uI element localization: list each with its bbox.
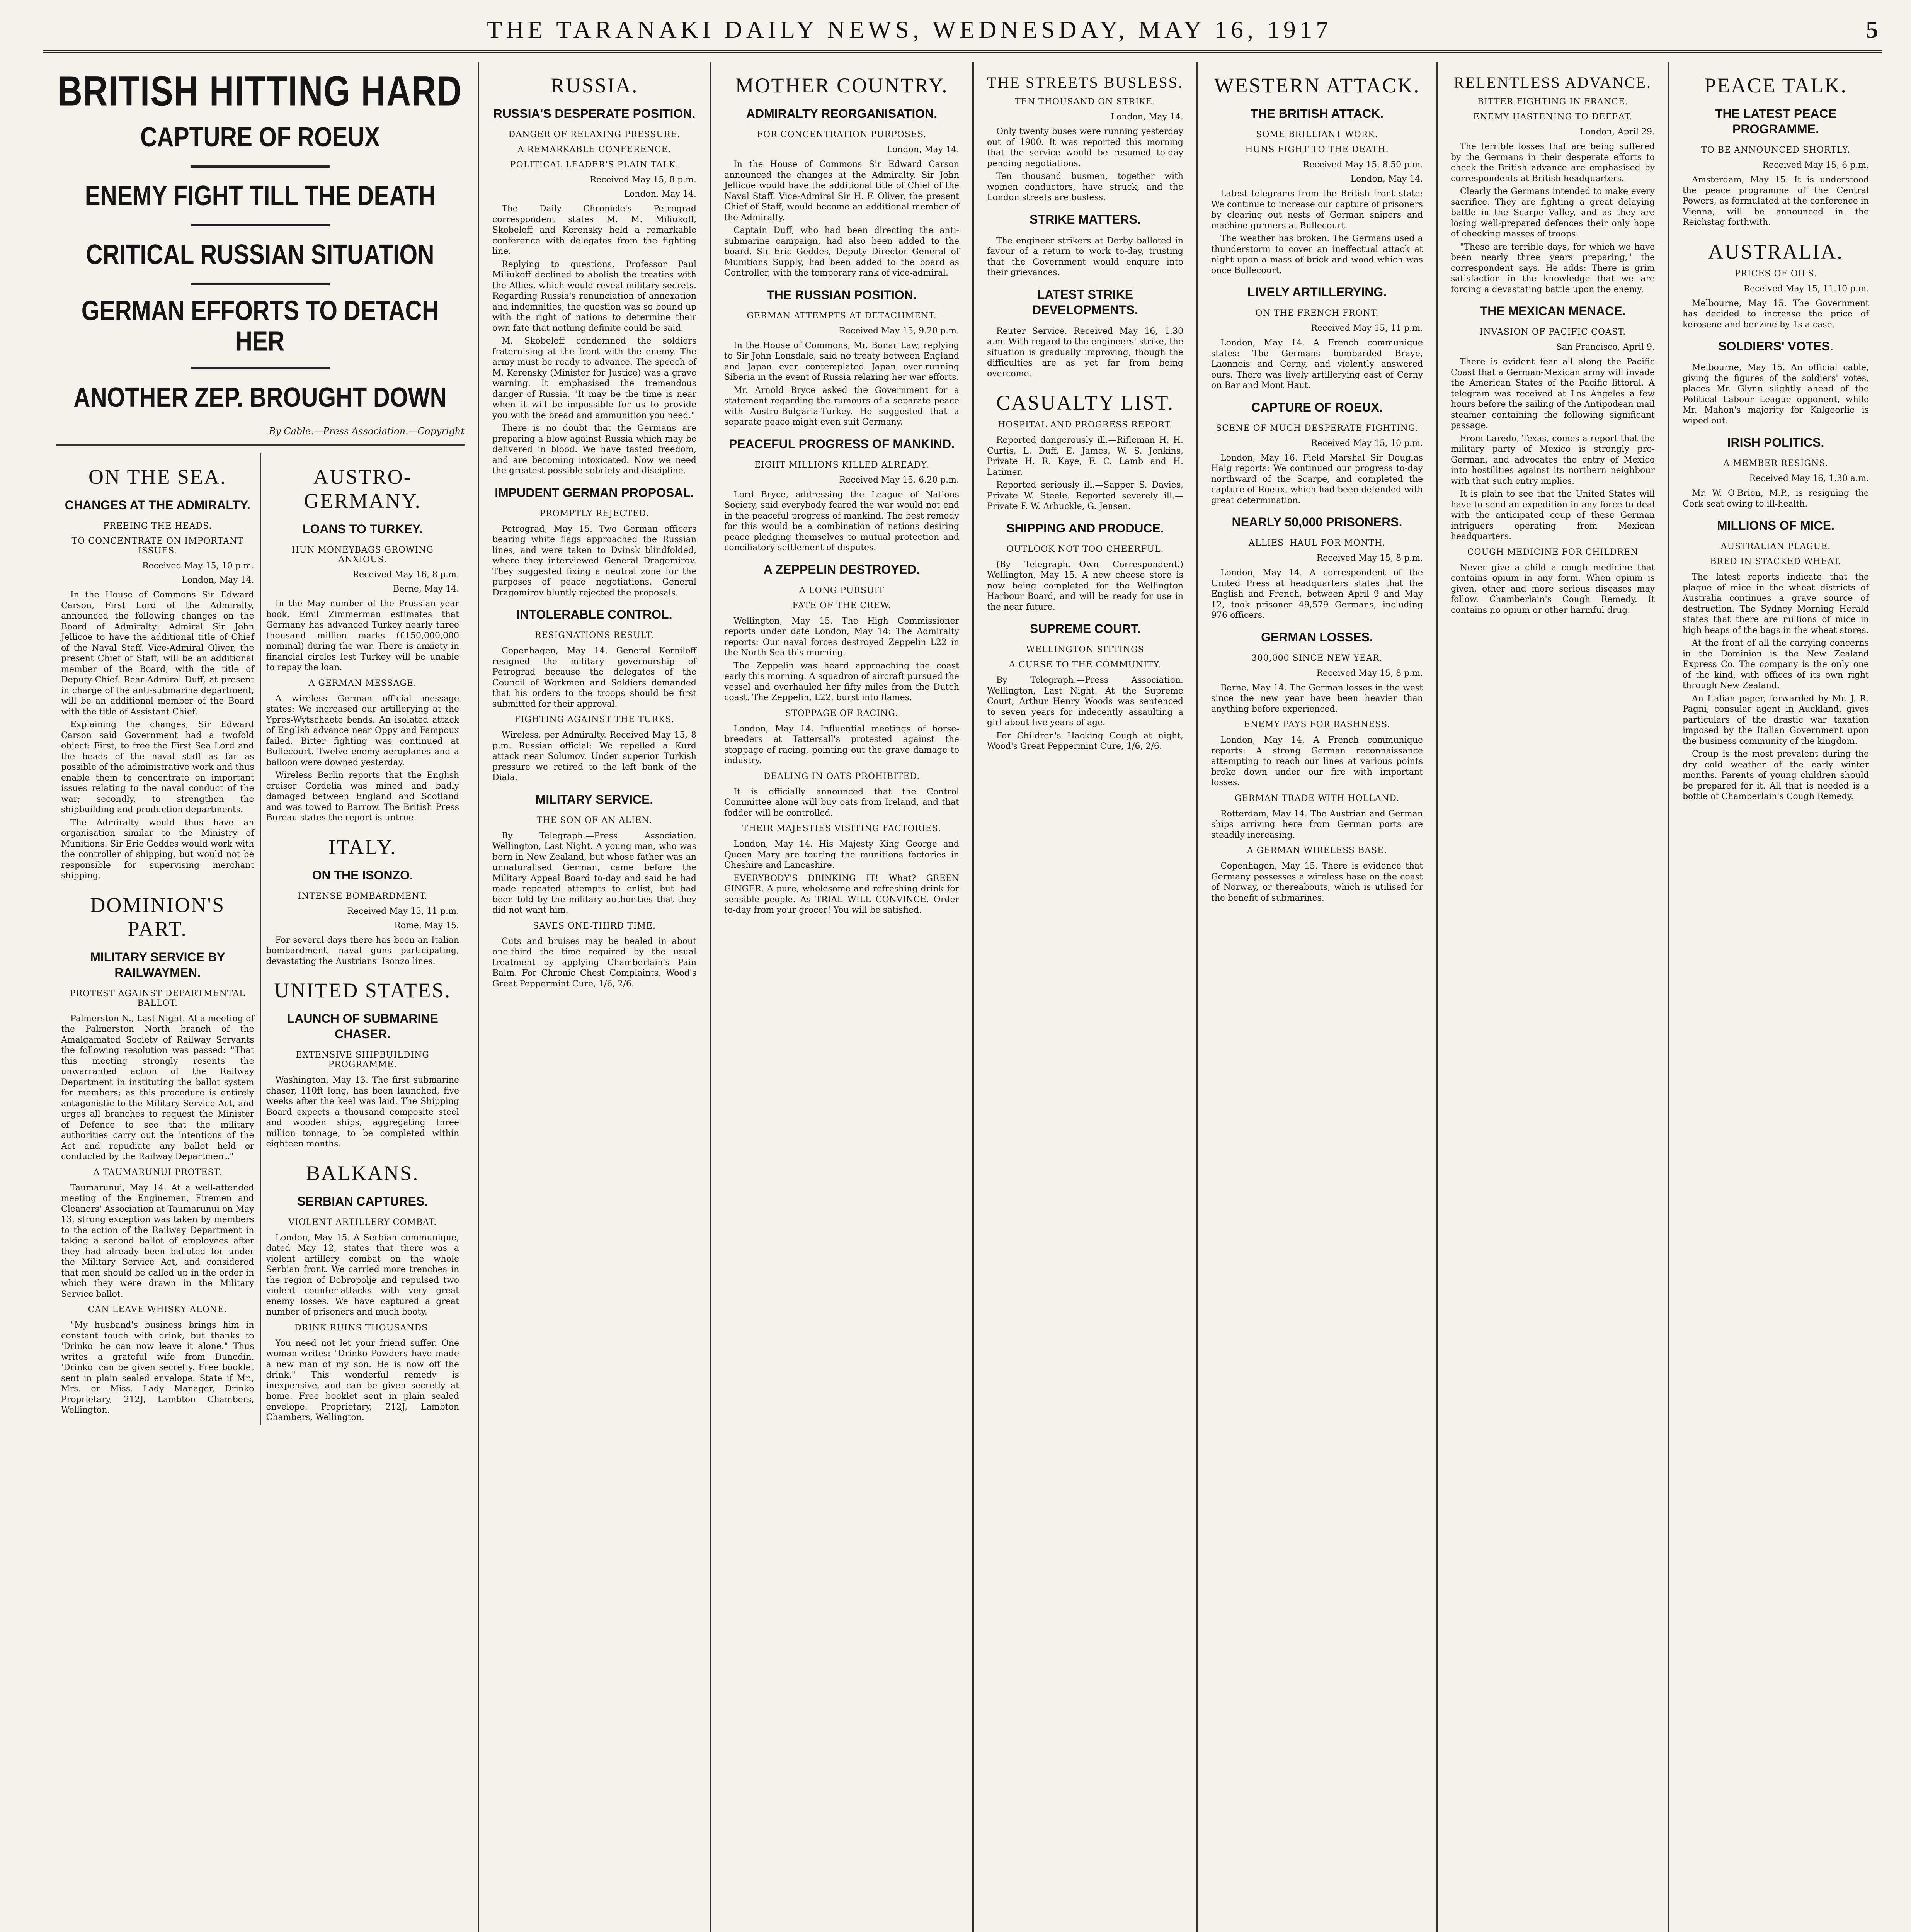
article-subhead: THE SON OF AN ALIEN. xyxy=(536,815,652,825)
article-headline: CHANGES AT THE ADMIRALTY. xyxy=(65,498,250,512)
paragraph: It is plain to see that the United States will have to send an expedition in any force to deal with the anticipated coup of these German intriguers operating from Mexican headquarters. xyxy=(1451,489,1655,541)
article-subhead: HUN MONEYBAGS GROWING ANXIOUS. xyxy=(291,545,434,565)
article-headline: PEACEFUL PROGRESS OF MANKIND. xyxy=(728,437,955,451)
advert-headline: SAVES ONE-THIRD TIME. xyxy=(533,921,656,931)
article-subhead: DANGER OF RELAXING PRESSURE. xyxy=(508,130,681,139)
section-title: AUSTRO-GERMANY. xyxy=(304,465,422,513)
dateline: London, May 14. xyxy=(1111,112,1183,122)
dateline: Received May 16, 1.30 a.m. xyxy=(1749,474,1869,483)
section-title: DOMINION'S PART. xyxy=(90,893,225,940)
article-headline: THE RUSSIAN POSITION. xyxy=(767,287,917,302)
paragraph: Reuter Service. Received May 16, 1.30 a.m. With regard to the engineers' strike, the situation is gradually improving, though the difficulties are as yet far from being overcome. xyxy=(987,326,1183,379)
article-subhead: A TAUMARUNUI PROTEST. xyxy=(93,1167,222,1177)
byline: By Cable.—Press Association.—Copyright xyxy=(269,426,465,437)
article-subhead: TO CONCENTRATE ON IMPORTANT ISSUES. xyxy=(71,536,243,556)
paragraph: In the House of Commons Sir Edward Carson announced the changes at the Admiralty. Sir John Jellicoe would have the additional title of Chief of the Naval Staff. Vice-Admiral Sir H. F. Oliver, the present Chief of Staff, would become an additional member of the Admiralty. xyxy=(724,160,959,223)
article-subhead: ON THE FRENCH FRONT. xyxy=(1255,308,1379,318)
paragraph: In the House of Commons, Mr. Bonar Law, replying to Sir John Lonsdale, said no treaty between England and Japan ever contemplated Japan over-running Siberia in the event of Russia relaxing her war efforts. xyxy=(724,340,959,382)
section-title: RELENTLESS ADVANCE. xyxy=(1454,74,1652,91)
paragraph: London, May 14. A French communique states: The Germans bombarded Braye, Laonnois and Cerny, and violently answered ours. There was lively artillerying east of Cerny on Bar and Mont Haut. xyxy=(1211,338,1423,390)
article-subhead: BRED IN STACKED WHEAT. xyxy=(1710,557,1841,566)
paragraph: Rotterdam, May 14. The Austrian and German ships arriving here from German ports are steadily increasing. xyxy=(1211,809,1423,840)
article-headline: MILITARY SERVICE. xyxy=(535,792,653,806)
article-subhead: POLITICAL LEADER'S PLAIN TALK. xyxy=(510,160,679,170)
lead-subhead: CAPTURE OF ROEUX xyxy=(140,121,380,153)
article-subhead: FREEING THE HEADS. xyxy=(103,521,212,531)
article-subhead: A REMARKABLE CONFERENCE. xyxy=(517,145,671,155)
section-title: ITALY. xyxy=(328,835,397,859)
section-title: RUSSIA. xyxy=(550,74,638,97)
paragraph: Copenhagen, May 15. There is evidence that Germany possesses a wireless base on the coast of Norway, or thereabouts, which is utilised for the benefit of submarines. xyxy=(1211,861,1423,903)
dateline: London, May 14. xyxy=(181,575,254,585)
article-subhead: GERMAN TRADE WITH HOLLAND. xyxy=(1234,793,1400,803)
dateline: London, May 14. xyxy=(1350,174,1423,184)
article-headline: ON THE ISONZO. xyxy=(312,868,413,882)
paragraph: It is officially announced that the Control Committee alone will buy oats from Ireland, and that fodder will be controlled. xyxy=(724,787,959,818)
dateline: Received May 15, 6.20 p.m. xyxy=(839,475,959,485)
paragraph: Only twenty buses were running yesterday out of 1900. It was reported this morning that the service would be resumed to-day pending negotiations. xyxy=(987,127,1183,168)
paragraph: London, May 14. A French communique reports: A strong German reconnaissance attempting to reach our lines at various points broke down under our fire with important losses. xyxy=(1211,735,1423,787)
article-subhead: AUSTRALIAN PLAGUE. xyxy=(1720,542,1831,551)
section-title: THE STREETS BUSLESS. xyxy=(987,74,1183,91)
advert-text: You need not let your friend suffer. One woman writes: "Drinko Powders have made a new man of my son. He is now off the drink." This wonderful remedy is inexpensive, and can be given secretly at home. Free booklet sent in plain sealed envelope. Proprietary, 212J, Lambton Chambers, Wellington. xyxy=(266,1338,459,1423)
article-subhead: STOPPAGE OF RACING. xyxy=(785,708,898,718)
paragraph: Mr. W. O'Brien, M.P., is resigning the Cork seat owing to ill-health. xyxy=(1683,488,1869,509)
article-subhead: FIGHTING AGAINST THE TURKS. xyxy=(514,715,674,724)
article-subhead: WELLINGTON SITTINGS xyxy=(1026,645,1144,655)
advert-text: Never give a child a cough medicine that contains opium in any form. When opium is given, other and more serious diseases may follow. Chamberlain's Cough Remedy. It contains no opium or other harmful drug. xyxy=(1451,563,1655,615)
paragraph: The Daily Chronicle's Petrograd correspondent states M. M. Miliukoff, Skobeleff and Kerensky held a remarkable conference with delegates from the fighting line. xyxy=(492,204,696,256)
article-subhead: ENEMY HASTENING TO DEFEAT. xyxy=(1473,112,1632,122)
article-subhead: EIGHT MILLIONS KILLED ALREADY. xyxy=(754,460,929,470)
paragraph: The terrible losses that are being suffered by the Germans in their desperate efforts to check the British advance are emphasised by correspondents at British headquarters. xyxy=(1451,142,1655,184)
lead-left xyxy=(56,453,261,1425)
column-mother-country xyxy=(711,62,974,1932)
dateline: Received May 15, 10 p.m. xyxy=(142,561,254,571)
advert-text: "My husband's business brings him in constant touch with drink, but thanks to 'Drinko' he can now leave it alone." Thus writes a grateful wife from Dunedin. 'Drinko' can be given secretly. Free booklet sent in plain sealed envelope. State if Mr., Mrs. or Miss. Lady Manager, Drinko Proprietary, 212J, Lambton Chambers, Wellington. xyxy=(61,1320,254,1415)
paragraph: Clearly the Germans intended to make every sacrifice. They are fighting a great delaying battle in the Scarpe Valley, and as they are losing well-prepared defences their only hope of checking masses of troops. xyxy=(1451,187,1655,239)
paragraph: Captain Duff, who had been directing the anti-submarine campaign, had also been added to the board. Sir Eric Geddes, Deputy Director General of Munitions Supply, had been added to the board as Controller, with the temporary rank of vice-admiral. xyxy=(724,226,959,278)
paragraph: By Telegraph.—Press Association. Wellington, Last Night. A young man, who was born in New Zealand, but whose father was an unnaturalised German, came before the Military Appeal Board to-day and said he had made repeated attempts to enlist, but had been told by the military authorities that they did not want him. xyxy=(492,831,696,915)
paragraph: Palmerston N., Last Night. At a meeting of the Palmerston North branch of the Amalgamated Society of Railway Servants the following resolution was passed: "That this meeting strongly resents the unwarranted action of the Railway Department in instituting the ballot system for members; as this procedure is entirely antagonistic to the Military Service Act, and urges all branches to request the Minister of Defence to see that the military authorities carry out the intentions of the Act and repudiate any ballot held or conducted by the Railway Department." xyxy=(61,1014,254,1162)
paragraph: London, May 14. His Majesty King George and Queen Mary are touring the munitions factories in Cheshire and Lancashire. xyxy=(724,839,959,870)
column-russia xyxy=(479,62,711,1932)
paragraph: At the front of all the carrying concerns in the Dominion is the New Zealand Express Co. The company is the only one of the kind, with offices of its own right through New Zealand. xyxy=(1683,638,1869,690)
paragraph: Wellington, May 15. The High Commissioner reports under date London, May 14: The Admiralty reports: Our naval forces destroyed Zeppelin L22 in the North Sea this morning. xyxy=(724,616,959,658)
paragraph: Melbourne, May 15. An official cable, giving the figures of the soldiers' votes, places Mr. Glynn slightly ahead of the Political Labour League opponent, while Mr. Mahon's majority for Kalgoorlie is wiped out. xyxy=(1683,363,1869,426)
paragraph: Latest telegrams from the British front state: We continue to increase our capture of prisoners by clearing out nests of German snipers and machine-gunners at Bullecourt. xyxy=(1211,189,1423,231)
paragraph: Melbourne, May 15. The Government has decided to increase the price of kerosene and benzine by 1s a case. xyxy=(1683,298,1869,330)
masthead xyxy=(43,15,1882,53)
dateline: Received May 15, 8.50 p.m. xyxy=(1303,160,1423,170)
paragraph: Mr. Arnold Bryce asked the Government for a statement regarding the rumours of a separate peace with Austro-Bulgaria-Turkey. He suggested that a separate peace might even suit Germany. xyxy=(724,385,959,427)
lead-subhead: CRITICAL RUSSIAN SITUATION xyxy=(86,239,434,270)
article-headline: THE BRITISH ATTACK. xyxy=(1250,107,1384,121)
page-number: 5 xyxy=(1866,16,1882,43)
dateline: Received May 15, 8 p.m. xyxy=(590,175,696,185)
masthead-title: THE TARANAKI DAILY NEWS, WEDNESDAY, MAY 16, 1917 xyxy=(487,16,1332,43)
article-headline: GERMAN LOSSES. xyxy=(1261,630,1373,644)
paragraph: Copenhagen, May 14. General Korniloff resigned the military governorship of Petrograd because the delegates of the Council of Workmen and Soldiers demanded that his orders to the troops should be first submitted for their approval. xyxy=(492,646,696,709)
article-subhead: HUNS FIGHT TO THE DEATH. xyxy=(1245,145,1389,155)
lead-right xyxy=(261,453,465,1425)
article-headline: SUPREME COURT. xyxy=(1030,622,1141,636)
paragraph: The latest reports indicate that the plague of mice in the wheat districts of Australia continues a grave source of destruction. The Sydney Morning Herald states that there are millions of mice in high heaps of the bags in the wheat stores. xyxy=(1683,572,1869,635)
section-title: CASUALTY LIST. xyxy=(996,391,1174,414)
paragraph: Taumarunui, May 14. At a well-attended meeting of the Enginemen, Firemen and Cleaners' Association at Taumarunui on May 13, strong exception was taken by members to the action of the Railway Department in taking a second ballot of employees after they had already been balloted for under the Military Service Act, and considered that men should be called up in the order in which they were drawn in the Military Service ballot. xyxy=(61,1183,254,1299)
advert-headline: CAN LEAVE WHISKY ALONE. xyxy=(88,1305,227,1315)
paragraph: "These are terrible days, for which we have been nearly three years preparing," the correspondent says. He adds: There is grim satisfaction in the knowledge that we are forcing a devastating battle upon the enemy. xyxy=(1451,242,1655,294)
section-title: WESTERN ATTACK. xyxy=(1214,74,1420,97)
dateline: Rome, May 15. xyxy=(394,920,459,930)
dateline: Received May 15, 11 p.m. xyxy=(347,906,459,916)
paragraph: By Telegraph.—Press Association. Wellington, Last Night. At the Supreme Court, Arthur Henry Woods was sentenced to seven years for indecently assaulting a girl about five years of age. xyxy=(987,675,1183,728)
paragraph: Reported dangerously ill.—Rifleman H. H. Curtis, L. Duff, E. James, W. S. Jenkins, Private H. R. Kaye, F. C. Lamb and H. Latimer. xyxy=(987,435,1183,477)
dateline: London, May 14. xyxy=(887,145,959,155)
paragraph: Ten thousand busmen, together with women conductors, have struck, and the London streets are busless. xyxy=(987,172,1183,202)
paragraph: Replying to questions, Professor Paul Miliukoff declined to abolish the treaties with the Allies, which would reveal military secrets. Regarding Russia's renunciation of annexation and indemnities, the question was so bound up with the right of nations to determine their own fate that nothing definite could be said. xyxy=(492,259,696,333)
paragraph: The engineer strikers at Derby balloted in favour of a return to work to-day, trusting that the Government would enquire into their grievances. xyxy=(987,236,1183,277)
lead-subhead: GERMAN EFFORTS TO DETACH HER xyxy=(81,295,439,357)
article-subhead: PROTEST AGAINST DEPARTMENTAL BALLOT. xyxy=(70,988,245,1008)
dateline: Received May 15, 8 p.m. xyxy=(1316,668,1423,678)
article-headline: LOANS TO TURKEY. xyxy=(302,522,423,536)
article-headline: SERBIAN CAPTURES. xyxy=(297,1194,428,1208)
paragraph: London, May 15. A Serbian communique, dated May 12, states that there was a violent artillery combat on the whole Serbian front. We carried more trenches in the region of Dobropolje and repulsed two violent counter-attacks with very great enemy losses. We have captured a great number of prisoners and much booty. xyxy=(266,1233,459,1317)
divider xyxy=(191,224,330,226)
dateline: Received May 15, 11 p.m. xyxy=(1311,323,1423,333)
paragraph: Wireless, per Admiralty. Received May 15, 8 p.m. Russian official: We repelled a Kurd attack near Solumov. Under superior Turkish pressure we retired to the left bank of the Diala. xyxy=(492,730,696,782)
lead-subhead: ENEMY FIGHT TILL THE DEATH xyxy=(85,180,436,211)
paragraph: Wireless Berlin reports that the English cruiser Cordelia was mined and badly damaged between England and Scotland and was towed to Barrow. The British Press Bureau states the report is untrue. xyxy=(266,770,459,823)
paragraph: An Italian paper, forwarded by Mr. J. R. Pagni, consular agent in Auckland, gives particulars of the drastic war taxation imposed by the Italian Government upon the business community of the kingdom. xyxy=(1683,694,1869,746)
article-subhead: FATE OF THE CREW. xyxy=(792,600,891,611)
paragraph: London, May 16. Field Marshal Sir Douglas Haig reports: We continued our progress to-day northward of the Scarpe, and completed the capture of Roeux, which had been defended with great determination. xyxy=(1211,453,1423,505)
dateline: San Francisco, April 9. xyxy=(1556,342,1655,352)
paragraph: In the House of Commons Sir Edward Carson, First Lord of the Admiralty, announced the following changes on the Board of Admiralty: Admiral Sir John Jellicoe to have the additional title of Chief of the Naval Staff. Vice-Admiral Oliver, the present Chief of Staff, will be an additional member of the Board, with the title of Deputy-Chief. Rear-Admiral Duff, at present in charge of the anti-submarine department, will be an additional member of the Board with the title of Assistant Chief. xyxy=(61,590,254,717)
article-headline: THE LATEST PEACE PROGRAMME. xyxy=(1715,107,1837,136)
article-headline: INTOLERABLE CONTROL. xyxy=(516,607,672,621)
article-subhead: OUTLOOK NOT TOO CHEERFUL. xyxy=(1006,544,1164,554)
article-subhead: A GERMAN WIRELESS BASE. xyxy=(1247,846,1387,855)
column-peace-talk xyxy=(1669,62,1882,1932)
paragraph: Explaining the changes, Sir Edward Carson said Government had a twofold object: First, to free the First Sea Lord and the heads of the naval staff as far as possible of the administrative work and thus enable them to concentrate on important issues relating to the naval conduct of the war; secondly, to strengthen the shipbuilding and production departments. xyxy=(61,720,254,815)
article-subhead: FOR CONCENTRATION PURPOSES. xyxy=(757,130,927,139)
article-subhead: THEIR MAJESTIES VISITING FACTORIES. xyxy=(742,824,941,833)
paragraph: Washington, May 13. The first submarine chaser, 110ft long, has been launched, five weeks after the keel was laid. The Shipping Board expects a thousand composite steel and wooden ships, aggregating three million tonnage, to be completed within eighteen months. xyxy=(266,1075,459,1149)
article-headline: ADMIRALTY REORGANISATION. xyxy=(746,107,938,121)
paragraph: From Laredo, Texas, comes a report that the military party of Mexico is strongly pro-German, and advocates the entry of Mexico into hostilities against its northern neighbour with that such entry implies. xyxy=(1451,434,1655,486)
article-headline: SHIPPING AND PRODUCE. xyxy=(1006,521,1164,535)
advert-text: Cuts and bruises may be healed in about one-third the time required by the usual treatment by applying Chamberlain's Pain Balm. For Chronic Chest Complaints, Wood's Great Peppermint Cure, 1/6, 2/6. xyxy=(492,936,696,989)
section-title: UNITED STATES. xyxy=(274,979,451,1002)
paragraph: In the May number of the Prussian year book, Emil Zimmerman estimates that Germany has advanced Turkey nearly three thousand million marks (£150,000,000 nominal) during the war. There is anxiety in financial circles lest Turkey will be unable to repay the loan. xyxy=(266,599,459,673)
article-headline: LATEST STRIKE DEVELOPMENTS. xyxy=(1032,287,1138,317)
column-lead xyxy=(43,62,479,1932)
article-headline: MILLIONS OF MICE. xyxy=(1717,519,1834,532)
article-subhead: PROMPTLY REJECTED. xyxy=(539,509,649,519)
article-headline: THE MEXICAN MENACE. xyxy=(1480,304,1626,318)
advert-text: EVERYBODY'S DRINKING IT! What? GREEN GINGER. A pure, wholesome and refreshing drink for sensible people. As TRIAL WILL CONVINCE. Order to-day from your grocer! You will be satisfied. xyxy=(724,873,959,915)
article-subhead: INTENSE BOMBARDMENT. xyxy=(298,891,428,901)
article-headline: NEARLY 50,000 PRISONERS. xyxy=(1232,515,1402,529)
dateline: Berne, May 14. xyxy=(393,584,459,594)
paragraph: The Admiralty would thus have an organisation similar to the Ministry of Munitions. Sir Eric Geddes would work with the controller of shipping, but would not be responsible for supervising merchant shipping. xyxy=(61,818,254,881)
article-subhead: ALLIES' HAUL FOR MONTH. xyxy=(1249,538,1385,548)
paragraph: The Zeppelin was heard approaching the coast early this morning. A squadron of aircraft pursued the vessel and overhauled her fifty miles from the Dutch coast. The Zeppelin, L22, burst into flames. xyxy=(724,661,959,702)
dateline: Received May 15, 9.20 p.m. xyxy=(839,326,959,336)
article-subhead: A LONG PURSUIT xyxy=(799,585,884,595)
article-subhead: DEALING IN OATS PROHIBITED. xyxy=(763,771,920,781)
article-headline: A ZEPPELIN DESTROYED. xyxy=(763,562,920,577)
article-subhead: A MEMBER RESIGNS. xyxy=(1723,459,1828,468)
column-relentless-advance xyxy=(1438,62,1669,1932)
article-subhead: VIOLENT ARTILLERY COMBAT. xyxy=(288,1217,437,1227)
divider xyxy=(191,367,330,369)
dateline: Received May 15, 11.10 p.m. xyxy=(1743,284,1869,294)
lead-split xyxy=(56,453,465,1425)
advert-text: For Children's Hacking Cough at night, Wood's Great Peppermint Cure, 1/6, 2/6. xyxy=(987,731,1183,751)
dateline: Received May 15, 10 p.m. xyxy=(1311,438,1423,448)
section-title: BALKANS. xyxy=(306,1161,419,1185)
article-subhead: HOSPITAL AND PROGRESS REPORT. xyxy=(998,420,1172,430)
paragraph: London, May 14. A correspondent of the United Press at headquarters states that the English and French, between April 9 and May 12, took prisoner 49,579 Germans, including 976 officers. xyxy=(1211,568,1423,620)
divider xyxy=(191,165,330,168)
paragraph: London, May 14. Influential meetings of horse-breeders at Tattersall's protested against the stoppage of racing, pointing out the grave damage to industry. xyxy=(724,724,959,765)
article-headline: IMPUDENT GERMAN PROPOSAL. xyxy=(495,485,694,500)
dateline: Received May 15, 6 p.m. xyxy=(1762,160,1869,170)
article-subhead: BITTER FIGHTING IN FRANCE. xyxy=(1477,97,1628,107)
paragraph: There is no doubt that the Germans are preparing a blow against Russia which may be delivered in blood. We have tasted freedom, and are becoming intoxicated. Now we need the greatest possible sobriety and discipline. xyxy=(492,423,696,476)
article-subhead: SCENE OF MUCH DESPERATE FIGHTING. xyxy=(1216,423,1418,433)
article-headline: SOLDIERS' VOTES. xyxy=(1718,339,1833,353)
paragraph: The weather has broken. The Germans used a thunderstorm to cover an ineffectual attack at night upon a mass of brick and wood which was once Bullecourt. xyxy=(1211,234,1423,276)
article-subhead: TEN THOUSAND ON STRIKE. xyxy=(1014,97,1156,107)
lead-headline: BRITISH HITTING HARD xyxy=(58,67,463,115)
article-subhead: A GERMAN MESSAGE. xyxy=(308,678,417,688)
paragraph: For several days there has been an Italian bombardment, naval guns participating, devastating the Austrians' Isonzo lines. xyxy=(266,935,459,966)
article-headline: RUSSIA'S DESPERATE POSITION. xyxy=(493,107,696,121)
paragraph: Reported seriously ill.—Sapper S. Davies, Private W. Steele. Reported severely ill.—Private F. W. Arbuckle, G. Jensen. xyxy=(987,480,1183,511)
dateline: London, May 14. xyxy=(624,189,696,199)
article-headline: IRISH POLITICS. xyxy=(1727,435,1824,449)
paragraph: Petrograd, May 15. Two German officers bearing white flags approached the Russian lines, and were taken to Dvinsk blindfolded, where they interviewed General Dragomirov. They suggested fixing a neutral zone for the purposes of peace negotiations. General Dragomirov bluntly rejected the proposals. xyxy=(492,524,696,598)
article-subhead: A CURSE TO THE COMMUNITY. xyxy=(1009,660,1162,670)
paragraph: A wireless German official message states: We increased our artillerying at the Ypres-Wytschaete bends. An isolated attack of English advance near Oppy and Fampoux failed. Bitter fighting was continued at Bullecourt. Twelve enemy aeroplanes and a balloon were downed yesterday. xyxy=(266,694,459,767)
lead-subhead: ANOTHER ZEP. BROUGHT DOWN xyxy=(73,382,447,413)
paragraph: M. Skobeleff condemned the soldiers fraternising at the front with the enemy. The army must be ready to advance. The speech of M. Kerensky (Minister for Justice) was a grave warning. It emphasised the tremendous danger of Russia. "It may be the time is near when it will be impossible for us to provide you with the bread and ammunition you need." xyxy=(492,336,696,420)
advert-headline: DRINK RUINS THOUSANDS. xyxy=(294,1323,431,1333)
article-headline: LAUNCH OF SUBMARINE CHASER. xyxy=(287,1012,438,1041)
dateline: Received May 15, 8 p.m. xyxy=(1316,553,1423,563)
advert-text: Croup is the most prevalent during the dry cold weather of the early winter months. Parents of young children should be prepared for it. All that is needed is a bottle of Chamberlain's Cough Remedy. xyxy=(1683,749,1869,801)
paragraph: Lord Bryce, addressing the League of Nations Society, said everybody feared the war would not end in the peaceful progress of mankind. The best remedy for this would be a combination of nations desiring peace pledging themselves to mutual protection and conciliatory settlement of disputes. xyxy=(724,490,959,553)
article-subhead: TO BE ANNOUNCED SHORTLY. xyxy=(1701,145,1850,155)
dateline: London, April 29. xyxy=(1579,127,1655,137)
divider xyxy=(191,283,330,285)
divider xyxy=(56,444,465,446)
paragraph: Amsterdam, May 15. It is understood the peace programme of the Central Powers, as formulated at the conference in Vienna, will be announced in the Reichstag forthwith. xyxy=(1683,175,1869,227)
article-headline: STRIKE MATTERS. xyxy=(1030,212,1141,226)
section-title: MOTHER COUNTRY. xyxy=(735,74,948,97)
dateline: Received May 16, 8 p.m. xyxy=(352,570,459,580)
column-western-attack xyxy=(1198,62,1438,1932)
article-subhead: EXTENSIVE SHIPBUILDING PROGRAMME. xyxy=(296,1050,429,1070)
article-subhead: GERMAN ATTEMPTS AT DETACHMENT. xyxy=(747,311,937,321)
article-subhead: SOME BRILLIANT WORK. xyxy=(1256,130,1378,139)
advert-headline: COUGH MEDICINE FOR CHILDREN xyxy=(1467,547,1639,557)
article-headline: MILITARY SERVICE BY RAILWAYMEN. xyxy=(90,950,225,980)
paragraph: There is evident fear all along the Pacific Coast that a German-Mexican army will invade the American States of the Pacific littoral. A telegram was received at Los Angeles a few hours before the sailing of the Antipodean mail steamer containing the following significant passage. xyxy=(1451,357,1655,430)
section-title: AUSTRALIA. xyxy=(1708,240,1843,263)
article-subhead: ENEMY PAYS FOR RASHNESS. xyxy=(1244,720,1390,730)
article-subhead: INVASION OF PACIFIC COAST. xyxy=(1479,327,1626,337)
section-title: ON THE SEA. xyxy=(88,465,227,489)
paragraph: Berne, May 14. The German losses in the west since the new year have been heavier than anything before experienced. xyxy=(1211,683,1423,714)
article-subhead: 300,000 SINCE NEW YEAR. xyxy=(1251,653,1383,663)
section-title: PEACE TALK. xyxy=(1704,74,1847,97)
article-headline: LIVELY ARTILLERYING. xyxy=(1247,285,1387,299)
article-subhead: RESIGNATIONS RESULT. xyxy=(534,631,654,640)
article-subhead: PRICES OF OILS. xyxy=(1734,269,1817,279)
article-headline: CAPTURE OF ROEUX. xyxy=(1251,400,1383,414)
paragraph: (By Telegraph.—Own Correspondent.) Wellington, May 15. A new cheese store is now being completed for the Wellington Harbour Board, and will be ready for use in the near future. xyxy=(987,560,1183,612)
column-streets xyxy=(974,62,1198,1932)
